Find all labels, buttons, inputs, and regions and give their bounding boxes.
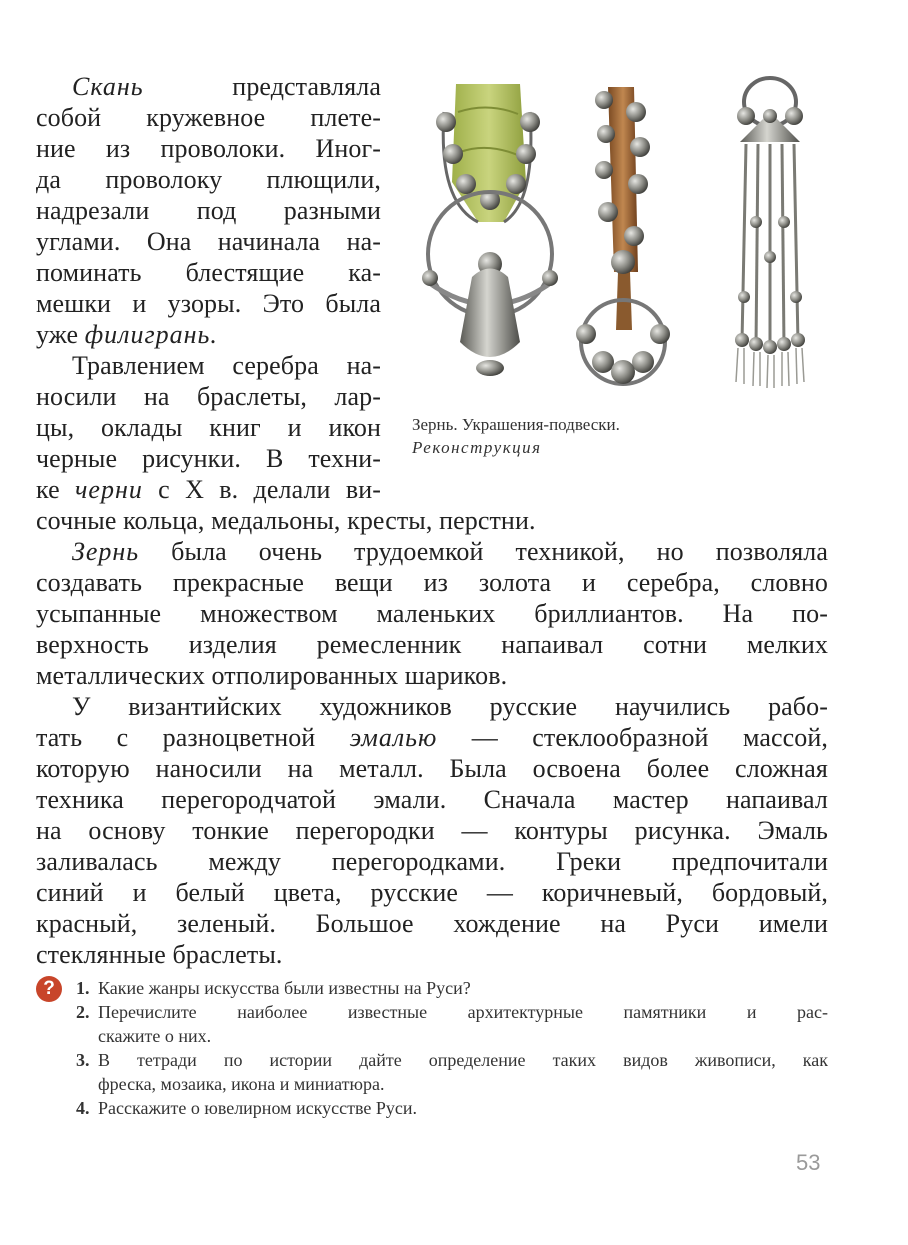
question-item: 1. Какие жанры искусства были известны на Руси? <box>76 978 471 998</box>
question-continuation: фреска, мозаика, икона и миниатюра. <box>98 1074 385 1094</box>
text-line: надрезали под разными <box>36 196 381 225</box>
question-continuation: скажите о них. <box>98 1026 212 1046</box>
question-item: 2. Перечислите наиболее известные архитектурные памятники и рас- <box>76 1002 828 1022</box>
text-line: У византийских художников русские научились рабо- <box>72 692 828 721</box>
text-line: Зернь была очень трудоемкой техникой, но позволяла <box>72 537 828 566</box>
question-item: 4. Расскажите о ювелирном искусстве Руси. <box>76 1098 417 1118</box>
text-line: мешки и узоры. Это была <box>36 289 381 318</box>
text-line: красный, зеленый. Большое хождение на Руси имели <box>36 909 828 938</box>
pendant-right <box>735 78 805 388</box>
text-line: стеклянные браслеты. <box>36 940 283 969</box>
text-line: собой кружевное плете- <box>36 103 381 132</box>
pendant-middle <box>576 87 670 384</box>
text-line: верхность изделия ремесленник напаивал сотни мелких <box>36 630 828 659</box>
pendant-left <box>422 84 558 376</box>
text-line: Скань представляла <box>72 72 381 101</box>
figure-caption: Зернь. Украшения-подвески. <box>412 415 620 434</box>
text-line: сочные кольца, медальоны, кресты, перстни. <box>36 506 536 535</box>
question-icon: ? <box>36 976 62 1002</box>
text-line: усыпанные множеством маленьких бриллиантов. На по- <box>36 599 828 628</box>
text-line: тать с разноцветной эмалью — стеклообразной массой, <box>36 723 828 752</box>
text-line: заливалась между перегородками. Греки предпочитали <box>36 847 828 876</box>
pendant-illustration <box>408 72 838 402</box>
text-line: Травлением серебра на- <box>72 351 381 380</box>
text-line: уже филигрань. <box>36 320 218 349</box>
text-line: поминать блестящие ка- <box>36 258 381 287</box>
text-line: создавать прекрасные вещи из золота и серебра, словно <box>36 568 828 597</box>
text-line: которую наносили на металл. Была освоена более сложная <box>36 754 828 783</box>
text-line: техника перегородчатой эмали. Сначала мастер напаивал <box>36 785 828 814</box>
text-line: ке черни с X в. делали ви- <box>36 475 381 504</box>
text-line: на основу тонкие перегородки — контуры рисунка. Эмаль <box>36 816 828 845</box>
text-line: углами. Она начинала на- <box>36 227 381 256</box>
text-line: черные рисунки. В техни- <box>36 444 381 473</box>
text-line: синий и белый цвета, русские — коричневый, бордовый, <box>36 878 828 907</box>
figure-caption-italic: Реконструкция <box>412 438 542 457</box>
text-line: цы, оклады книг и икон <box>36 413 381 442</box>
page-number: 53 <box>796 1150 821 1175</box>
text-line: металлических отполированных шариков. <box>36 661 508 690</box>
text-line: да проволоку плющили, <box>36 165 381 194</box>
question-item: 3. В тетради по истории дайте определение таких видов живописи, как <box>76 1050 828 1070</box>
text-line: носили на браслеты, лар- <box>36 382 381 411</box>
pendants-image <box>408 72 838 402</box>
text-line: ние из проволоки. Иног- <box>36 134 381 163</box>
